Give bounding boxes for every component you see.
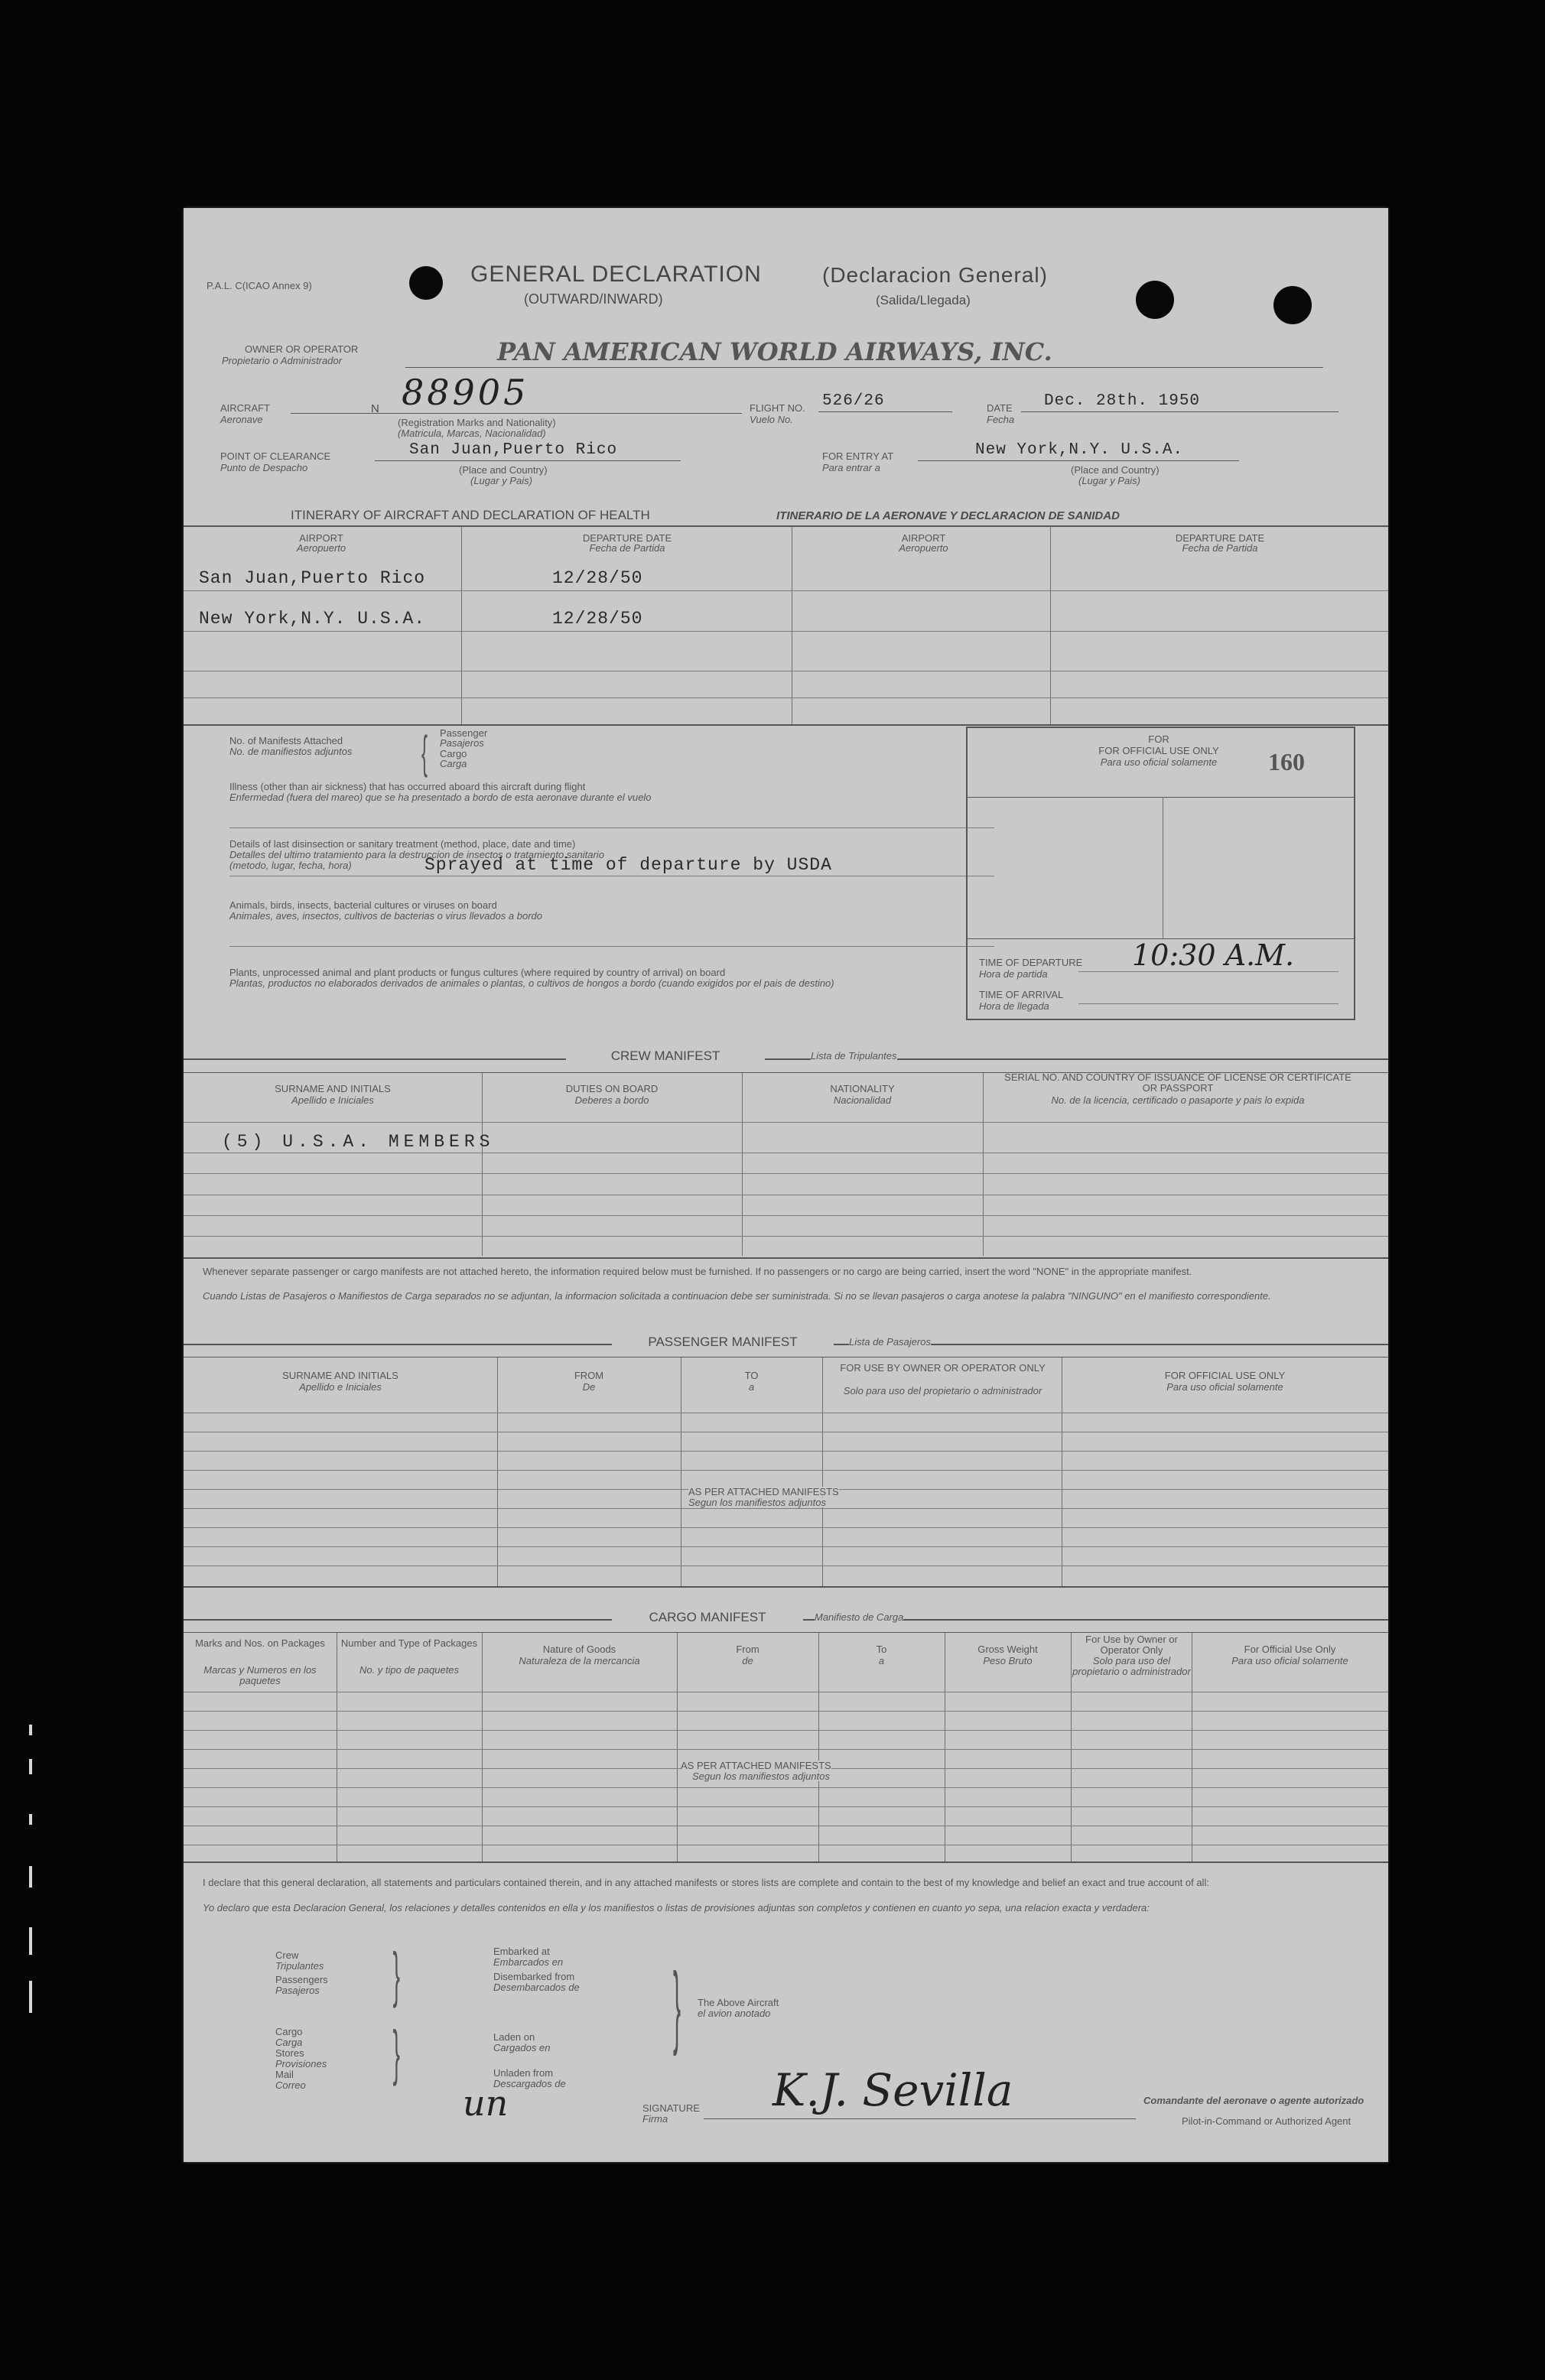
arrival-time-line (1078, 1003, 1338, 1004)
official-number: 160 (1268, 748, 1305, 775)
crew-license-header: SERIAL NO. AND COUNTRY OF ISSUANCE OF LICENSE OR CERTIFICATE OR PASSPORT (1004, 1071, 1351, 1094)
decl-unladen-es: Descargados de (493, 2078, 566, 2089)
cargo-from-header: From (736, 1644, 759, 1655)
illness-line (229, 827, 994, 828)
cargo-row-line (184, 1749, 1388, 1750)
punch-hole-left (409, 266, 443, 300)
crew-duties-header-es: Deberes a bordo (574, 1094, 649, 1106)
decl-laden-es: Cargados en (493, 2042, 551, 2053)
crew-entry: (5) U.S.A. MEMBERS (222, 1132, 495, 1152)
decl-brace-lower: } (392, 2018, 401, 2086)
crew-duties-header: DUTIES ON BOARD (565, 1083, 659, 1094)
clearance-line (375, 460, 681, 461)
operator-label: OWNER OR OPERATOR (245, 343, 359, 355)
cargo-col-divider (1071, 1632, 1072, 1861)
itinerary-airport-header-es: Aeropuerto (296, 542, 346, 554)
cargo-attached-es: Segun los manifiestos adjuntos (692, 1770, 830, 1782)
declaration-form (184, 208, 1388, 2162)
signature-label: SIGNATURE (642, 2102, 700, 2114)
passenger-attached: AS PER ATTACHED MANIFESTS (688, 1486, 839, 1497)
official-use-label-for: FOR (1148, 733, 1169, 745)
flight-label: FLIGHT NO. (750, 402, 805, 414)
decl-passengers-es: Pasajeros (275, 1985, 320, 1996)
departure-time-value: 10:30 A.M. (1132, 938, 1295, 972)
operator-name: PAN AMERICAN WORLD AIRWAYS, INC. (497, 337, 1052, 366)
itinerary-date2-header: DEPARTURE DATE (1175, 532, 1265, 544)
passenger-attached-es: Segun los manifiestos adjuntos (688, 1497, 826, 1508)
decl-stores: Stores (275, 2047, 304, 2059)
flight-number: 526/26 (822, 392, 885, 410)
passenger-owner-header: FOR USE BY OWNER OR OPERATOR ONLY (840, 1362, 1046, 1374)
cargo-goods-header: Nature of Goods (542, 1644, 616, 1655)
crew-row-line (184, 1215, 1388, 1216)
decl-cargo: Cargo (275, 2026, 303, 2037)
crew-nationality-header: NATIONALITY (830, 1083, 895, 1094)
crew-surname-header-es: Apellido e Iniciales (291, 1094, 374, 1106)
crew-license-header-es: No. de la licencia, certificado o pasaporte y pais lo expida (1051, 1094, 1305, 1106)
arrival-time-label: TIME OF ARRIVAL (979, 989, 1064, 1000)
decl-crew-es: Tripulantes (275, 1960, 324, 1972)
aircraft-line (291, 413, 742, 414)
form-title-es: (Declaracion General) (822, 263, 1048, 287)
cargo-packages-header: Number and Type of Packages (340, 1637, 478, 1649)
form-title: GENERAL DECLARATION (470, 262, 762, 287)
cargo-attached: AS PER ATTACHED MANIFESTS (681, 1760, 831, 1771)
itinerary-date-header-es: Fecha de Partida (589, 542, 665, 554)
passenger-official-header-es: Para uso oficial solamente (1166, 1381, 1283, 1393)
passenger-surname-header: SURNAME AND INITIALS (282, 1370, 398, 1381)
official-divider (968, 797, 1354, 798)
itinerary-date2-header-es: Fecha de Partida (1182, 542, 1258, 554)
crew-row-line (184, 1173, 1388, 1174)
itinerary-col-divider (461, 525, 462, 724)
departure-time-line (1078, 971, 1338, 972)
cargo-row-line (184, 1730, 1388, 1731)
disinsection-label: Details of last disinsection or sanitary treatment (method, place, date and time) (229, 838, 576, 850)
operator-line (405, 367, 1323, 368)
decl-unladen: Unladen from (493, 2067, 554, 2079)
signer-title-es: Comandante del aeronave o agente autorizado (1143, 2095, 1364, 2106)
cargo-goods-header-es: Naturaleza de la mercancia (519, 1655, 640, 1666)
crew-top-line (184, 1058, 1388, 1060)
official-use-label-es: Para uso oficial solamente (1100, 756, 1218, 768)
operator-label-es: Propietario o Administrador (222, 355, 343, 366)
entry-line (918, 460, 1239, 461)
disinsection-value: Sprayed at time of departure by USDA (424, 855, 832, 875)
cargo-to-header-es: a (878, 1655, 885, 1666)
decl-embarked-es: Embarcados en (493, 1956, 564, 1968)
cargo-owner-header-es: Solo para uso del propietario o administrador (1072, 1655, 1191, 1677)
punch-hole-center (1136, 281, 1174, 319)
decl-laden: Laden on (493, 2031, 535, 2043)
crew-surname-header: SURNAME AND INITIALS (275, 1083, 391, 1094)
scan-artifact (29, 1725, 32, 1735)
official-use-label: FOR OFFICIAL USE ONLY (1098, 745, 1219, 756)
animals-label: Animals, birds, insects, bacterial cultures or viruses on board (229, 899, 497, 911)
aircraft-label: AIRCRAFT (220, 402, 270, 414)
animals-label-es: Animales, aves, insectos, cultivos de bacterias o virus llevados a bordo (229, 910, 542, 922)
cargo-marks-header: Marks and Nos. on Packages (195, 1637, 325, 1649)
crew-title: CREW MANIFEST (566, 1049, 765, 1062)
cargo-row-line (184, 1806, 1388, 1807)
cargo-row-line (184, 1711, 1388, 1712)
passenger-col-divider (822, 1357, 823, 1586)
itinerary-row-line (184, 631, 1388, 632)
flight-label-es: Vuelo No. (750, 414, 793, 425)
cargo-title-es: Manifiesto de Carga (815, 1611, 904, 1623)
plants-label-es: Plantas, productos no elaborados derivados de animales o plantas, o cultivos de hongos a bordo (cuando exigidos por el pais de destino) (229, 977, 834, 989)
punch-hole-right (1273, 286, 1312, 324)
cargo-official-header: For Official Use Only (1244, 1644, 1336, 1655)
cargo-title: CARGO MANIFEST (612, 1611, 803, 1624)
disinsection-label-es2: (metodo, lugar, fecha, hora) (229, 860, 352, 871)
notice-text: Whenever separate passenger or cargo manifests are not attached hereto, the information required below must be furnished. If no passengers or no cargo are being carried, insert the word "NONE" in the appropriate manifest. (203, 1266, 1192, 1277)
itinerary-date-header: DEPARTURE DATE (582, 532, 672, 544)
decl-passengers: Passengers (275, 1974, 328, 1985)
decl-brace-right: } (673, 1954, 681, 2056)
date-label: DATE (987, 402, 1013, 414)
date-value: Dec. 28th. 1950 (1044, 392, 1201, 410)
itinerary-col-divider (1050, 525, 1051, 724)
cargo-packages-header-es: No. y tipo de paquetes (359, 1664, 460, 1676)
crew-col-divider (983, 1072, 984, 1256)
cargo-weight-header: Gross Weight (977, 1644, 1038, 1655)
itinerary-row-line (184, 697, 1388, 698)
manifest-type-cargo-es: Carga (440, 758, 467, 769)
clearance-label: POINT OF CLEARANCE (220, 450, 331, 462)
itinerary-bottom-line (184, 724, 1388, 726)
signer-title: Pilot-in-Command or Authorized Agent (1182, 2115, 1351, 2127)
passenger-row-line (184, 1451, 1388, 1452)
cargo-to-header: To (876, 1644, 887, 1655)
passenger-surname-header-es: Apellido e Iniciales (299, 1381, 382, 1393)
decl-aircraft-note-es: el avion anotado (698, 2008, 771, 2019)
declaration-text-es: Yo declaro que esta Declaracion General, los relaciones y detalles contenidos en ella y los manifiestos o listas de provisiones adjuntas son completos y contienen en cuanto yo sepa, una relacion exacta y verdadera: (203, 1902, 1150, 1913)
arrival-time-label-es: Hora de llegada (979, 1000, 1049, 1012)
crew-row-line (184, 1236, 1388, 1237)
plants-label: Plants, unprocessed animal and plant products or fungus cultures (where required by country of arrival) on board (229, 967, 726, 978)
form-subtitle-es: (Salida/Llegada) (876, 293, 971, 307)
itinerary-airport-header: AIRPORT (299, 532, 343, 544)
departure-time-label-es: Hora de partida (979, 968, 1048, 980)
aircraft-note: (Registration Marks and Nationality) (398, 417, 556, 428)
cargo-marks-header-es: Marcas y Numeros en los paquetes (203, 1664, 317, 1686)
decl-aircraft-note: The Above Aircraft (698, 1997, 779, 2008)
passenger-row-line (184, 1546, 1388, 1547)
crew-bottom-line (184, 1257, 1388, 1259)
flight-line (818, 411, 952, 412)
cargo-col-divider (677, 1632, 678, 1861)
itinerary-airport-2: New York,N.Y. U.S.A. (199, 609, 426, 629)
itinerary-date-2: 12/28/50 (552, 609, 643, 629)
scan-artifact (29, 1981, 32, 2013)
itinerary-top-line (184, 525, 1388, 527)
itinerary-date-1: 12/28/50 (552, 568, 643, 588)
manifest-type-passenger: Passenger (440, 727, 488, 739)
clearance-note-es: (Lugar y Pais) (470, 475, 532, 486)
manifests-label: No. of Manifests Attached (229, 735, 343, 746)
form-code: P.A.L. C(ICAO Annex 9) (207, 280, 312, 291)
manifests-label-es: No. de manifiestos adjuntos (229, 746, 353, 757)
crew-nationality-header-es: Nacionalidad (833, 1094, 892, 1106)
passenger-to-header-es: a (748, 1381, 755, 1393)
itinerary-title: ITINERARY OF AIRCRAFT AND DECLARATION OF HEALTH (291, 508, 650, 522)
entry-label-es: Para entrar a (822, 462, 880, 473)
decl-disembarked: Disembarked from (493, 1971, 575, 1982)
passenger-title-es: Lista de Pasajeros (849, 1336, 931, 1348)
passenger-official-header: FOR OFFICIAL USE ONLY (1164, 1370, 1286, 1381)
disinsection-label-es: Detalles del ultimo tratamiento para la destruccion de insectos o tratamiento sanitario (229, 849, 604, 860)
aircraft-label-es: Aeronave (220, 414, 263, 425)
departure-time-label: TIME OF DEPARTURE (979, 957, 1083, 968)
decl-mail: Mail (275, 2069, 294, 2080)
cargo-col-divider (482, 1632, 483, 1861)
date-label-es: Fecha (987, 414, 1015, 425)
manifest-type-cargo: Cargo (440, 748, 467, 759)
itinerary-airport2-header: AIRPORT (901, 532, 946, 544)
cargo-owner-header: For Use by Owner or Operator Only (1085, 1634, 1178, 1656)
notice-text-es: Cuando Listas de Pasajeros o Manifiestos de Carga separados no se adjuntan, la informacion solicitada a continuacion debe ser suministrada. Si no se llevan pasajeros o carga anotese la palabra "NINGUNO" en el manifiesto correspondiente. (203, 1290, 1271, 1302)
aircraft-registration: 88905 (402, 372, 529, 413)
cargo-row-line (184, 1787, 1388, 1788)
decl-crew: Crew (275, 1949, 299, 1961)
cargo-weight-header-es: Peso Bruto (983, 1655, 1033, 1666)
crew-row-line (184, 1122, 1388, 1123)
entry-value: New York,N.Y. U.S.A. (975, 441, 1184, 459)
decl-stores-es: Provisiones (275, 2058, 327, 2069)
aircraft-prefix: N (371, 402, 379, 415)
passenger-title: PASSENGER MANIFEST (612, 1335, 834, 1348)
signature: K.J. Sevilla (772, 2064, 1013, 2116)
passenger-row-line (184, 1527, 1388, 1528)
passenger-from-header-es: De (582, 1381, 596, 1393)
signature-line (704, 2118, 1136, 2119)
cargo-bottom-line (184, 1861, 1388, 1863)
decl-disembarked-es: Desembarcados de (493, 1982, 580, 1993)
itinerary-title-es: ITINERARIO DE LA AERONAVE Y DECLARACION DE SANIDAD (776, 509, 1120, 522)
decl-cargo-es: Carga (275, 2037, 303, 2048)
crew-title-es: Lista de Tripulantes (811, 1050, 897, 1062)
declaration-text: I declare that this general declaration, all statements and particulars contained therein, and in any attached manifests or stores lists are complete and contain to the best of my knowledge and belief an exact and true account of all: (203, 1877, 1209, 1888)
initials-mark: un (463, 2082, 509, 2124)
cargo-official-header-es: Para uso oficial solamente (1231, 1655, 1348, 1666)
passenger-to-header: TO (744, 1370, 759, 1381)
cargo-from-header-es: de (742, 1655, 753, 1666)
date-line (1021, 411, 1338, 412)
clearance-label-es: Punto de Despacho (220, 462, 308, 473)
passenger-row-line (184, 1470, 1388, 1471)
passenger-from-header: FROM (574, 1370, 604, 1381)
itinerary-row-line (184, 590, 1388, 591)
cargo-header-line (184, 1632, 1388, 1633)
passenger-bottom-line (184, 1586, 1388, 1588)
entry-note: (Place and Country) (1071, 464, 1160, 476)
decl-mail-es: Correo (275, 2079, 306, 2091)
scan-artifact (29, 1759, 32, 1774)
aircraft-note-es: (Matricula, Marcas, Nacionalidad) (398, 428, 546, 439)
clearance-note: (Place and Country) (459, 464, 548, 476)
passenger-row-line (184, 1508, 1388, 1509)
cargo-col-divider (818, 1632, 819, 1861)
itinerary-airport2-header-es: Aeropuerto (899, 542, 948, 554)
passenger-owner-header-es: Solo para uso del propietario o administrador (843, 1385, 1042, 1396)
signature-label-es: Firma (642, 2113, 668, 2125)
manifest-type-passenger-es: Pasajeros (440, 737, 484, 749)
scan-artifact (29, 1927, 32, 1955)
itinerary-airport-1: San Juan,Puerto Rico (199, 568, 426, 588)
scan-artifact (29, 1866, 32, 1887)
illness-label-es: Enfermedad (fuera del mareo) que se ha presentado a bordo de esta aeronave durante el vuelo (229, 792, 652, 803)
scan-artifact (29, 1814, 32, 1825)
illness-label: Illness (other than air sickness) that has occurred aboard this aircraft during flight (229, 781, 586, 792)
entry-note-es: (Lugar y Pais) (1078, 475, 1140, 486)
manifests-brace: { (421, 727, 428, 778)
clearance-value: San Juan,Puerto Rico (409, 441, 618, 459)
form-subtitle: (OUTWARD/INWARD) (524, 291, 663, 307)
decl-embarked: Embarked at (493, 1946, 550, 1957)
decl-brace-upper: } (392, 1940, 401, 2008)
animals-line (229, 946, 994, 947)
entry-label: FOR ENTRY AT (822, 450, 894, 462)
